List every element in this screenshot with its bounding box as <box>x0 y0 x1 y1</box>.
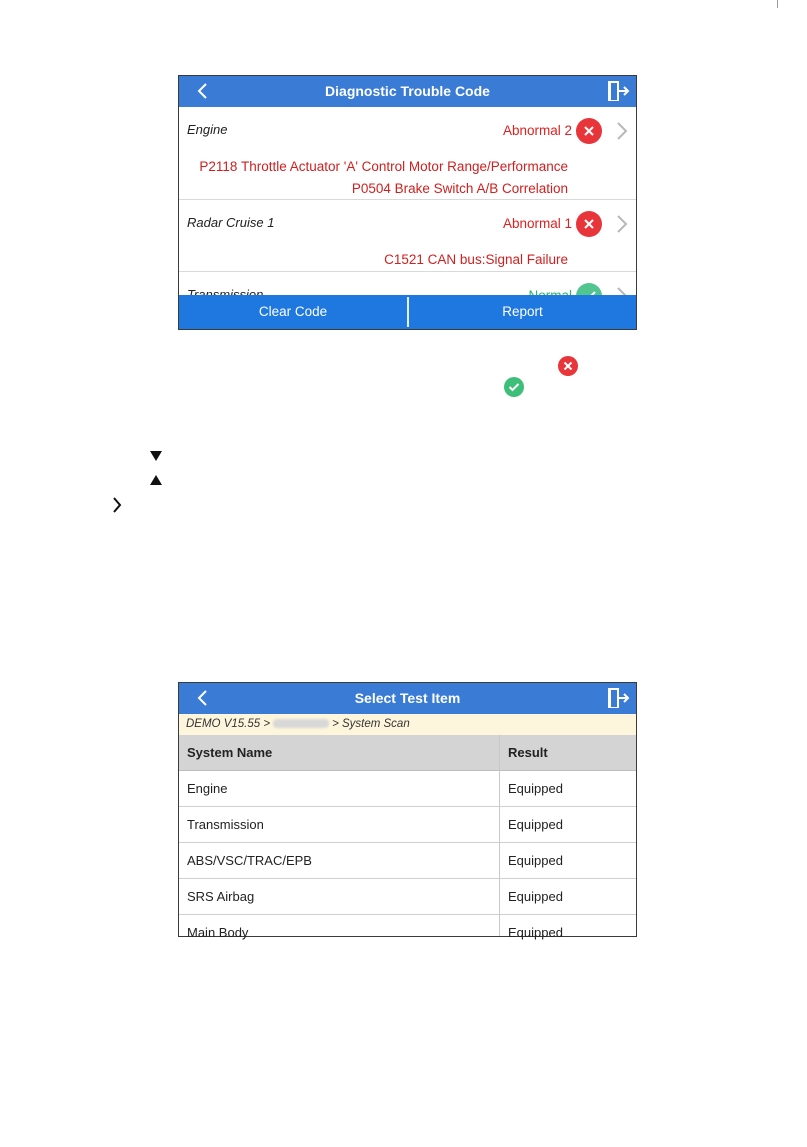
breadcrumb <box>179 714 636 735</box>
page-title: Select Test Item <box>354 690 461 706</box>
result-cell: Equipped <box>508 817 563 832</box>
system-name-cell: SRS Airbag <box>187 889 255 904</box>
ok-circle-icon <box>503 376 525 398</box>
error-circle-icon <box>576 211 602 237</box>
dtc-screen <box>178 75 637 330</box>
dtc-code-line: P2118 Throttle Actuator 'A' Control Motor Range/Performance <box>199 159 568 174</box>
column-header-system-name: System Name <box>187 745 273 760</box>
bottom-action-bar <box>179 295 636 329</box>
result-cell: Equipped <box>508 781 563 796</box>
page-title: Diagnostic Trouble Code <box>325 83 490 99</box>
triangle-down-icon <box>150 450 162 462</box>
status-text: Abnormal 1 <box>502 216 572 231</box>
exit-icon[interactable] <box>606 80 630 102</box>
table-row[interactable] <box>179 879 636 915</box>
system-name-cell: Main Body <box>187 925 249 940</box>
triangle-up-icon <box>150 474 162 486</box>
system-name: Engine <box>187 122 228 137</box>
system-name-cell: Transmission <box>187 817 264 832</box>
error-circle-icon <box>576 118 602 144</box>
dtc-header-bar <box>179 76 636 107</box>
dtc-row-radar-cruise[interactable] <box>179 200 636 272</box>
chevron-right-icon[interactable] <box>616 215 628 233</box>
result-cell: Equipped <box>508 853 563 868</box>
blurred-vehicle-name <box>273 719 329 728</box>
select-test-item-screen <box>178 682 637 940</box>
column-header-result: Result <box>508 745 548 760</box>
status-text: Abnormal 2 <box>502 123 572 138</box>
breadcrumb-prefix: DEMO V15.55 > <box>186 718 271 730</box>
table-row[interactable] <box>179 915 636 950</box>
dtc-code-line: P0504 Brake Switch A/B Correlation <box>351 181 568 196</box>
page-crop-mark <box>777 0 778 8</box>
error-circle-icon <box>557 355 579 377</box>
column-divider <box>499 735 500 936</box>
table-header <box>179 735 636 771</box>
system-name-cell: ABS/VSC/TRAC/EPB <box>187 853 312 868</box>
table-row[interactable] <box>179 807 636 843</box>
dtc-list <box>179 107 636 295</box>
clear-code-button[interactable]: Clear Code <box>258 304 328 319</box>
exit-icon[interactable] <box>606 687 630 709</box>
dtc-row-engine[interactable] <box>179 107 636 200</box>
report-button[interactable]: Report <box>502 304 543 319</box>
chevron-right-icon <box>112 497 122 513</box>
dtc-code-line: C1521 CAN bus:Signal Failure <box>384 252 568 267</box>
breadcrumb-suffix: > System Scan <box>332 718 410 730</box>
result-cell: Equipped <box>508 889 563 904</box>
test-header-bar <box>179 683 636 714</box>
table-row[interactable] <box>179 771 636 807</box>
table-row[interactable] <box>179 843 636 879</box>
system-name: Radar Cruise 1 <box>187 215 275 230</box>
system-name-cell: Engine <box>187 781 228 796</box>
chevron-right-icon[interactable] <box>616 122 628 140</box>
result-cell: Equipped <box>508 925 563 940</box>
